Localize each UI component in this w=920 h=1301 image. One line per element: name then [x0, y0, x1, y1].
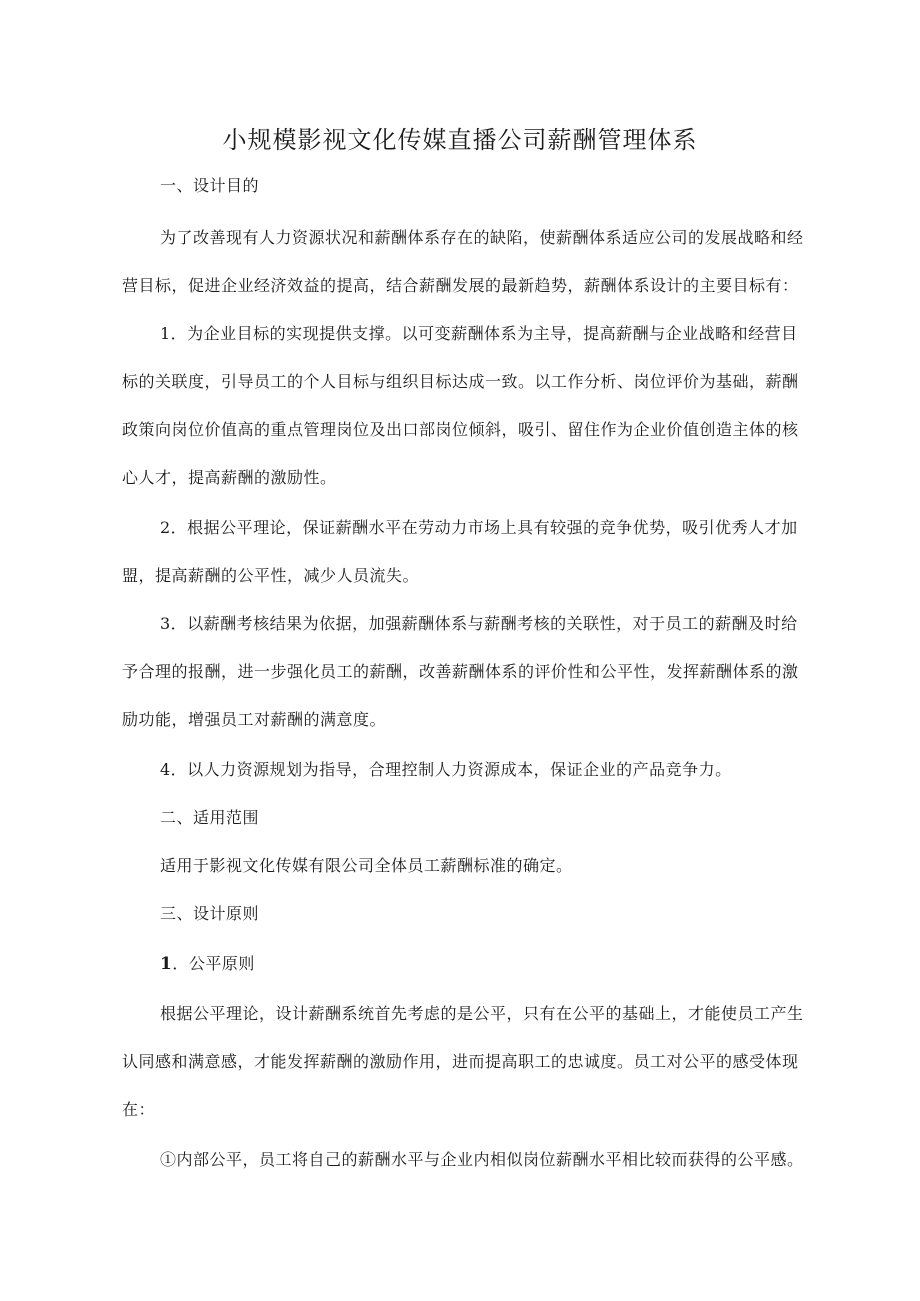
list-item-1-line: 政策向岗位价值高的重点管理岗位及出口部岗位倾斜，吸引、留住作为企业价值创造主体的核 [122, 420, 799, 439]
paragraph-line: 认同感和满意感，才能发挥薪酬的激励作用，进而提高职工的忠诚度。员工对公平的感受体现 [122, 1052, 799, 1071]
paragraph-line: 根据公平理论，设计薪酬系统首先考虑的是公平，只有在公平的基础上，才能使员工产生 [160, 1004, 804, 1023]
list-item-1-line: 标的关联度，引导员工的个人目标与组织目标达成一致。以工作分析、岗位评价为基础，薪酬 [122, 372, 799, 391]
list-item-3-line: 予合理的报酬，进一步强化员工的薪酬，改善薪酬体系的评价性和公平性，发挥薪酬体系的激 [122, 662, 799, 681]
list-item-3-line: 励功能，增强员工对薪酬的满意度。 [122, 710, 387, 729]
document-title: 小规模影视文化传媒直播公司薪酬管理体系 [222, 126, 698, 154]
list-item-4-line: 4．以人力资源规划为指导，合理控制人力资源成本，保证企业的产品竞争力。 [160, 760, 732, 779]
paragraph-line: 适用于影视文化传媒有限公司全体员工薪酬标准的确定。 [160, 856, 573, 875]
list-item-3-line: 3．以薪酬考核结果为依据，加强薪酬体系与薪酬考核的关联性，对于员工的薪酬及时给 [160, 614, 798, 633]
paragraph-line: 为了改善现有人力资源状况和薪酬体系存在的缺陷，使薪酬体系适应公司的发展战略和经 [160, 228, 804, 247]
list-item-1-line: 1．为企业目标的实现提供支撑。以可变薪酬体系为主导，提高薪酬与企业战略和经营目 [160, 324, 798, 343]
subheading-number: 1 [160, 954, 173, 974]
section-heading-scope: 二、适用范围 [160, 808, 260, 827]
subheading-fairness-principle [160, 952, 255, 976]
section-heading-design-principles: 三、设计原则 [160, 904, 260, 923]
paragraph-line: 在： [122, 1100, 156, 1119]
list-item-2-line: 2．根据公平理论，保证薪酬水平在劳动力市场上具有较强的竞争优势，吸引优秀人才加 [160, 518, 798, 537]
list-item-1-line: 心人才，提高薪酬的激励性。 [122, 468, 337, 487]
section-heading-design-purpose: 一、设计目的 [160, 176, 260, 195]
paragraph-line: 营目标，促进企业经济效益的提高，结合薪酬发展的最新趋势，薪酬体系设计的主要目标有： [122, 276, 799, 295]
list-item-2-line: 盟，提高薪酬的公平性，减少人员流失。 [122, 566, 420, 585]
paragraph-line: ①内部公平，员工将自己的薪酬水平与企业内相似岗位薪酬水平相比较而获得的公平感。 [160, 1150, 804, 1169]
subheading-text: ．公平原则 [172, 954, 255, 973]
